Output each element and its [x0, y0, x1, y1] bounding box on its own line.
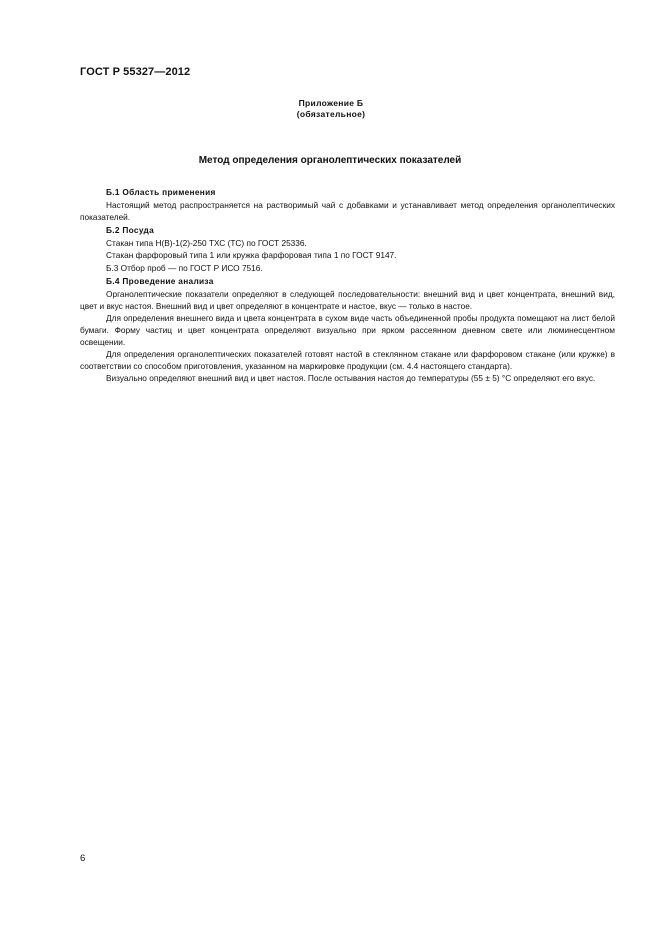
- paragraph-b4-4: Визуально определяют внешний вид и цвет настоя. После остывания настоя до температуры (55 ± 5) °С определяют его вкус.: [106, 373, 596, 384]
- document-body: [80, 185, 615, 385]
- paragraph-b2-2: Стакан фарфоровый типа 1 или кружка фарфоровая типа 1 по ГОСТ 9147.: [106, 250, 397, 261]
- document-code-header: ГОСТ Р 55327—2012: [80, 66, 191, 78]
- paragraph-b4-1: Органолептические показатели определяют в следующей последовательности: внешний вид и цвет концентрата, внешний вид, цвет и вкус настоя. Внешний вид и цвет определяют в концентрате и настое, вкус — только в настое.: [80, 288, 615, 311]
- paragraph-b4-3: Для определения органолептических показателей готовят настой в стеклянном стакане или фарфоровом стакане (или кружке) в соответствии со способом приготовления, указанном на маркировке продукции (см. 4.4 настоящего стандарта).: [80, 349, 615, 372]
- paragraph-b2-1: Стакан типа Н(В)-1(2)-250 ТХС (ТС) по ГОСТ 25336.: [106, 238, 307, 249]
- appendix-status: (обязательное): [296, 109, 366, 119]
- section-heading-b4: Б.4 Проведение анализа: [106, 275, 214, 286]
- paragraph-b4-2: Для определения внешнего вида и цвета концентрата в сухом виде часть объединенной пробы продукта помещают на лист белой бумаги. Форму частиц и цвет концентрата определяют визуально при ярком рассеянном дневном свете или люминесцентном освещении.: [80, 312, 615, 348]
- section-heading-b1: Б.1 Область применения: [106, 187, 216, 197]
- method-title: Метод определения органолептических показателей: [198, 155, 462, 166]
- page-number: 6: [80, 853, 86, 864]
- section-heading-b2: Б.2 Посуда: [106, 225, 155, 236]
- appendix-title: Приложение Б: [298, 98, 364, 108]
- paragraph-b1-1: Настоящий метод распространяется на растворимый чай с добавками и устанавливает метод определения органолептических показателей.: [80, 200, 615, 223]
- paragraph-b3: Б.3 Отбор проб — по ГОСТ Р ИСО 7516.: [106, 262, 263, 273]
